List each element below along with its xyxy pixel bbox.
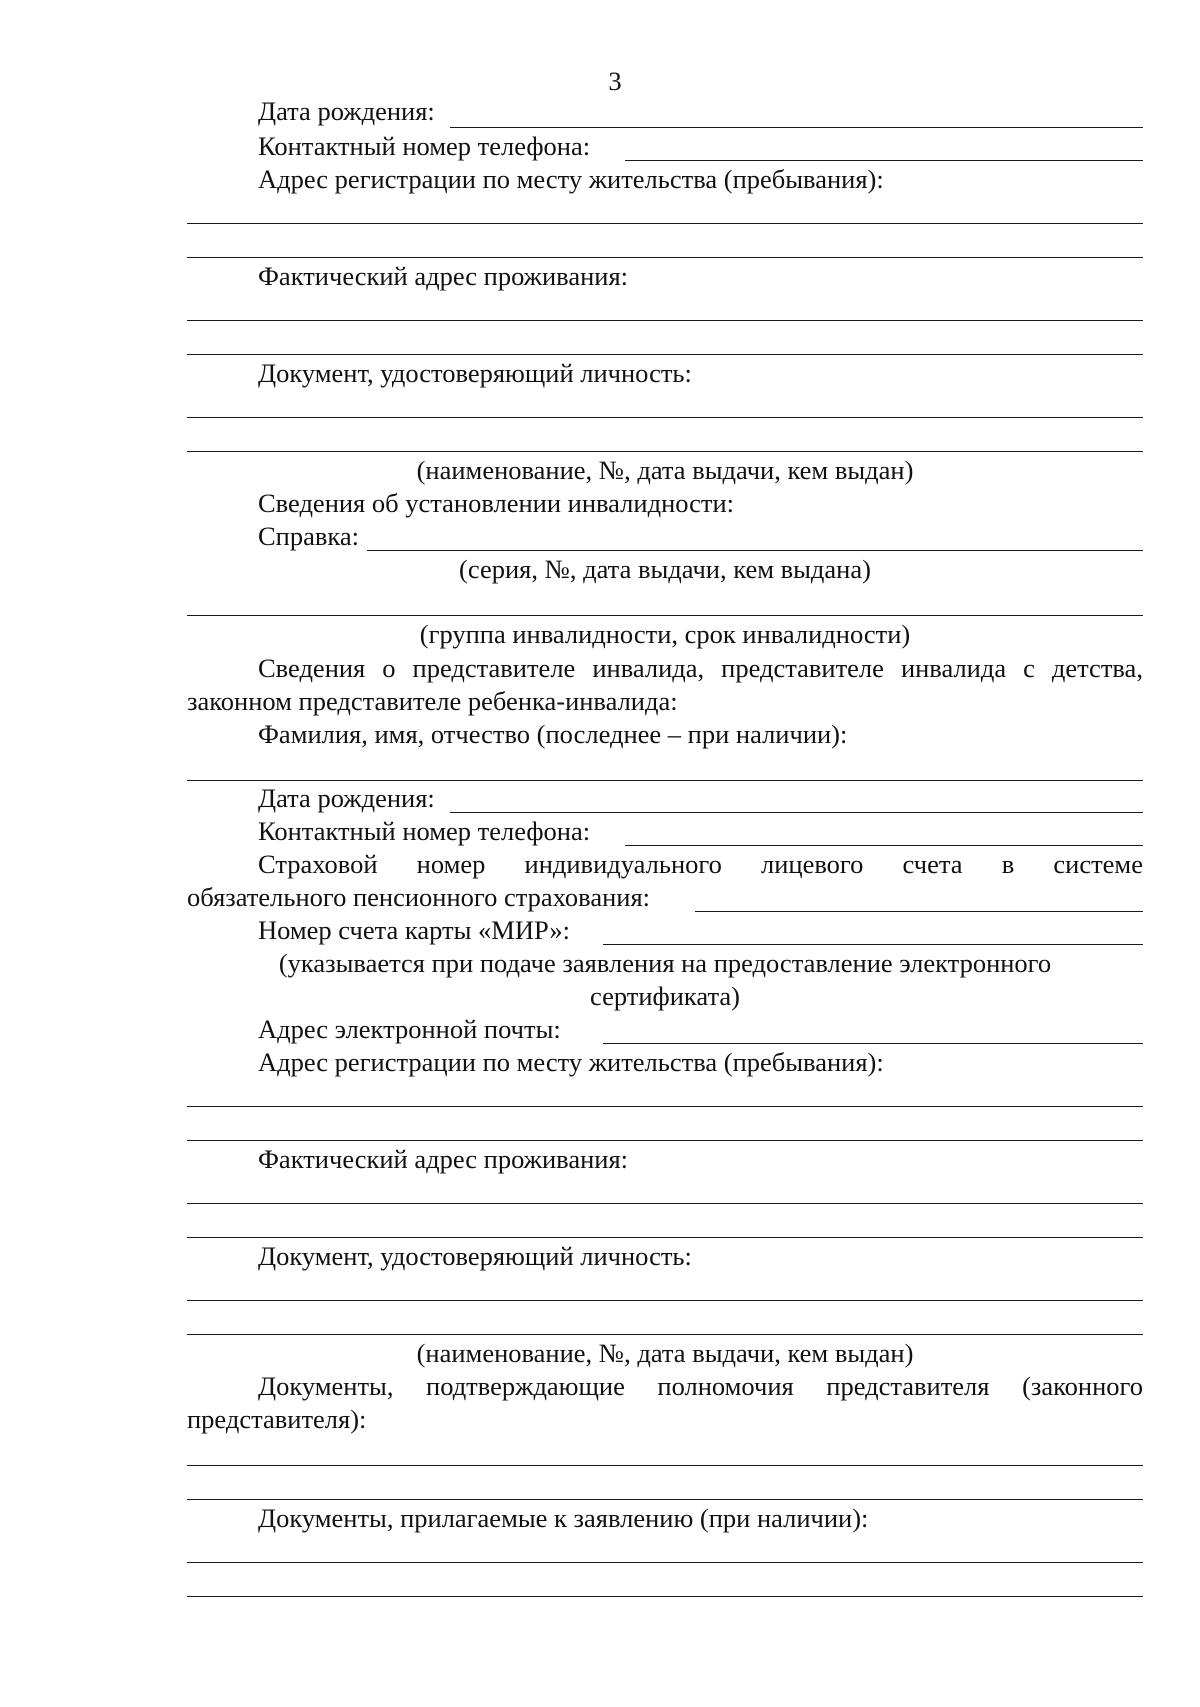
applicant-phone-field[interactable] — [625, 160, 1143, 161]
applicant-birth-date-label: Дата рождения: — [258, 96, 435, 126]
word: представителя — [826, 1371, 990, 1401]
attachments-label: Документы, прилагаемые к заявлению (при наличии): — [258, 1503, 869, 1533]
word: в — [1001, 849, 1015, 879]
word: с — [1023, 653, 1035, 683]
representative-id-doc-label: Документ, удостоверяющий личность: — [258, 1241, 692, 1271]
page-number: 3 — [608, 66, 622, 96]
applicant-id-doc-field-2[interactable] — [187, 451, 1143, 452]
representative-actual-address-field-2[interactable] — [187, 1237, 1143, 1238]
representative-authority-field-1[interactable] — [187, 1465, 1143, 1466]
attachments-field-2[interactable] — [187, 1596, 1143, 1597]
applicant-id-doc-hint: (наименование, №, дата выдачи, кем выдан) — [416, 455, 914, 485]
attachments-field-1[interactable] — [187, 1562, 1143, 1563]
representative-snils-line-2: обязательного пенсионного страхования: — [187, 882, 650, 912]
representative-actual-address-field-1[interactable] — [187, 1203, 1143, 1204]
disability-group-field[interactable] — [187, 615, 1143, 616]
applicant-id-doc-field-1[interactable] — [187, 417, 1143, 418]
representative-id-doc-field-2[interactable] — [187, 1334, 1143, 1335]
word: инвалида, — [592, 653, 705, 683]
word: полномочия — [657, 1371, 794, 1401]
representative-snils-field[interactable] — [695, 911, 1143, 912]
representative-snils-line-1 — [258, 849, 1143, 879]
applicant-reg-address-field-1[interactable] — [187, 223, 1143, 224]
applicant-actual-address-label: Фактический адрес проживания: — [258, 261, 629, 291]
representative-authority-line-1 — [258, 1371, 1143, 1401]
word: о — [382, 653, 396, 683]
word: представителе — [721, 653, 884, 683]
representative-email-label: Адрес электронной почты: — [258, 1014, 561, 1044]
applicant-actual-address-field-2[interactable] — [187, 354, 1143, 355]
disability-certificate-label: Справка: — [258, 521, 359, 551]
applicant-reg-address-label: Адрес регистрации по месту жительства (пребывания): — [258, 164, 884, 194]
representative-actual-address-label: Фактический адрес проживания: — [258, 1144, 629, 1174]
representative-fio-field[interactable] — [187, 780, 1143, 781]
word: инвалида — [900, 653, 1007, 683]
disability-heading: Сведения об установлении инвалидности: — [258, 488, 735, 518]
representative-id-doc-field-1[interactable] — [187, 1300, 1143, 1301]
representative-mir-hint-line-1: (указывается при подаче заявления на предоставление электронного — [278, 948, 1052, 978]
word: системе — [1053, 849, 1143, 879]
representative-mir-field[interactable] — [603, 944, 1143, 945]
representative-reg-address-label: Адрес регистрации по месту жительства (пребывания): — [258, 1047, 884, 1077]
applicant-reg-address-field-2[interactable] — [187, 257, 1143, 258]
word: индивидуального — [524, 849, 722, 879]
word: Документы, — [258, 1371, 394, 1401]
representative-id-doc-hint: (наименование, №, дата выдачи, кем выдан) — [416, 1338, 914, 1368]
representative-heading-line-2: законном представителе ребенка-инвалида: — [187, 686, 678, 716]
representative-heading-line-1 — [258, 653, 1143, 683]
word: лицевого — [761, 849, 864, 879]
representative-reg-address-field-1[interactable] — [187, 1106, 1143, 1107]
applicant-actual-address-field-1[interactable] — [187, 320, 1143, 321]
representative-mir-label: Номер счета карты «МИР»: — [258, 915, 571, 945]
word: номер — [416, 849, 486, 879]
representative-birth-date-field[interactable] — [450, 812, 1143, 813]
word: представителе — [412, 653, 576, 683]
representative-authority-field-2[interactable] — [187, 1499, 1143, 1500]
applicant-phone-label: Контактный номер телефона: — [258, 131, 591, 161]
word: (законного — [1022, 1371, 1143, 1401]
representative-email-field[interactable] — [603, 1043, 1143, 1044]
representative-reg-address-field-2[interactable] — [187, 1140, 1143, 1141]
disability-certificate-field[interactable] — [367, 550, 1143, 551]
applicant-id-doc-label: Документ, удостоверяющий личность: — [258, 358, 692, 388]
word: детства, — [1051, 653, 1143, 683]
word: счета — [902, 849, 963, 879]
representative-mir-hint-line-2: сертификата) — [590, 981, 740, 1011]
representative-fio-label: Фамилия, имя, отчество (последнее – при наличии): — [258, 719, 848, 749]
word: Страховой — [258, 849, 378, 879]
representative-authority-line-2: представителя): — [187, 1404, 367, 1434]
representative-birth-date-label: Дата рождения: — [258, 783, 435, 813]
word: подтверждающие — [426, 1371, 625, 1401]
applicant-birth-date-field[interactable] — [450, 127, 1143, 128]
word: Сведения — [258, 653, 366, 683]
disability-group-hint: (группа инвалидности, срок инвалидности) — [419, 619, 911, 649]
disability-certificate-hint: (серия, №, дата выдачи, кем выдана) — [459, 554, 871, 584]
representative-phone-field[interactable] — [625, 845, 1143, 846]
representative-phone-label: Контактный номер телефона: — [258, 816, 591, 846]
